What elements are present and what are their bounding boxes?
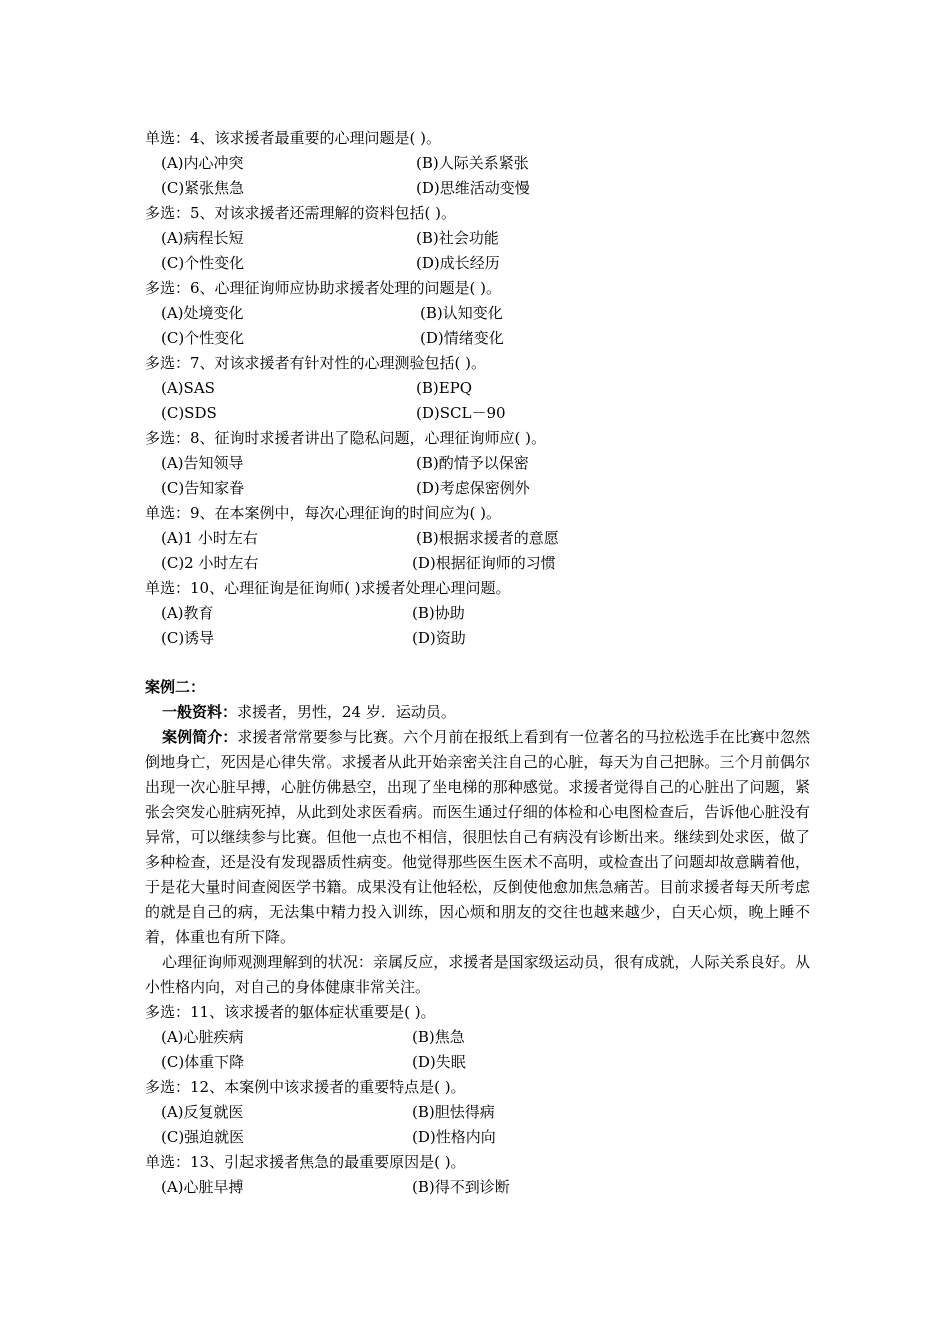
case-two-section — [145, 675, 810, 1000]
option-d: (D)情绪变化 — [420, 329, 504, 347]
option-b: (B)人际关系紧张 — [416, 154, 529, 172]
question-7 — [145, 351, 810, 426]
question-5 — [145, 201, 810, 276]
option-a: (A)心脏早搏 — [161, 1178, 244, 1196]
option-row — [145, 451, 810, 476]
option-c: (C)强迫就医 — [161, 1128, 245, 1146]
question-11 — [145, 1000, 810, 1075]
case-intro-label: 案例简介： — [162, 728, 238, 746]
option-row — [145, 176, 810, 201]
question-stem: 单选：10、心理征询是征询师( )求援者处理心理问题。 — [145, 579, 511, 597]
option-b: (B)EPQ — [416, 379, 473, 397]
option-d: (D)SCL－90 — [416, 404, 506, 422]
document-page — [145, 126, 810, 1200]
option-b: (B)酌情予以保密 — [416, 454, 529, 472]
option-c: (C)紧张焦急 — [161, 179, 245, 197]
option-c: (C)体重下降 — [161, 1053, 245, 1071]
option-b: (B)根据求援者的意愿 — [416, 529, 559, 547]
option-row — [145, 1125, 810, 1150]
question-stem: 单选：13、引起求援者焦急的最重要原因是( )。 — [145, 1153, 466, 1171]
question-stem: 单选：4、该求援者最重要的心理问题是( )。 — [145, 129, 442, 147]
option-c: (C)个性变化 — [161, 329, 245, 347]
option-d: (D)考虑保密例外 — [416, 479, 530, 497]
option-b: (B)认知变化 — [420, 304, 503, 322]
general-info-text: 求援者，男性，24 岁．运动员。 — [237, 703, 456, 721]
question-9 — [145, 501, 810, 576]
case-heading: 案例二： — [145, 678, 206, 696]
option-d: (D)成长经历 — [416, 254, 500, 272]
option-a: (A)1 小时左右 — [161, 529, 258, 547]
option-row — [145, 376, 810, 401]
option-b: (B)社会功能 — [416, 229, 499, 247]
option-row — [145, 1025, 810, 1050]
option-row — [145, 326, 810, 351]
question-4 — [145, 126, 810, 201]
option-row — [145, 251, 810, 276]
question-13 — [145, 1150, 810, 1200]
option-a: (A)心脏疾病 — [161, 1028, 244, 1046]
question-12 — [145, 1075, 810, 1150]
question-stem: 多选：8、征询时求援者讲出了隐私问题，心理征询师应( )。 — [145, 429, 547, 447]
option-c: (C)告知家眷 — [161, 479, 245, 497]
question-8 — [145, 426, 810, 501]
question-stem: 多选：5、对该求援者还需理解的资料包括( )。 — [145, 204, 457, 222]
section-gap — [145, 651, 810, 675]
questions-part2 — [145, 1000, 810, 1200]
option-d: (D)失眠 — [412, 1053, 466, 1071]
question-stem: 多选：11、该求援者的躯体症状重要是( )。 — [145, 1003, 436, 1021]
option-a: (A)告知领导 — [161, 454, 244, 472]
option-c: (C)个性变化 — [161, 254, 245, 272]
option-row — [145, 601, 810, 626]
option-row — [145, 1050, 810, 1075]
option-c: (C)2 小时左右 — [161, 554, 259, 572]
option-row — [145, 626, 810, 651]
case-intro-paragraph — [145, 725, 810, 950]
option-a: (A)SAS — [161, 379, 215, 397]
option-a: (A)反复就医 — [161, 1103, 244, 1121]
case-intro-text: 求援者常常要参与比赛。六个月前在报纸上看到有一位著名的马拉松选手在比赛中忽然倒地身亡，死因是心律失常。求援者从此开始亲密关注自己的心脏，每天为自己把脉。三个月前偶尔出现一次心脏早搏，心脏仿佛悬空，出现了坐电梯的那种感觉。求援者觉得自己的心脏出了问题，紧张会突发心脏病死掉，从此到处求医看病。而医生通过仔细的体检和心电图检查后，告诉他心脏没有异常，可以继续参与比赛。但他一点也不相信，很胆怯自己有病没有诊断出来。继续到处求医，做了多种检查，还是没有发现器质性病变。他觉得那些医生医术不高明，或检查出了问题却故意瞒着他，于是花大量时间查阅医学书籍。成果没有让他轻松，反倒使他愈加焦急痛苦。目前求援者每天所考虑的就是自己的病，无法集中精力投入训练，因心烦和朋友的交往也越来越少，白天心烦，晚上睡不着，体重也有所下降。 — [145, 728, 810, 946]
option-row — [145, 526, 810, 551]
option-a: (A)处境变化 — [161, 304, 244, 322]
question-stem: 多选：7、对该求援者有针对性的心理测验包括( )。 — [145, 354, 487, 372]
option-d: (D)资助 — [412, 629, 466, 647]
option-d: (D)根据征询师的习惯 — [412, 554, 556, 572]
option-b: (B)得不到诊断 — [412, 1178, 510, 1196]
question-stem: 多选：6、心理征询师应协助求援者处理的问题是( )。 — [145, 279, 502, 297]
question-stem: 多选：12、本案例中该求援者的重要特点是( )。 — [145, 1078, 466, 1096]
option-a: (A)病程长短 — [161, 229, 244, 247]
option-row — [145, 401, 810, 426]
option-b: (B)焦急 — [412, 1028, 465, 1046]
option-c: (C)SDS — [161, 404, 217, 422]
option-row — [145, 301, 810, 326]
general-info-label: 一般资料： — [162, 703, 238, 721]
option-d: (D)性格内向 — [412, 1128, 496, 1146]
option-d: (D)思维活动变慢 — [416, 179, 530, 197]
question-10 — [145, 576, 810, 651]
questions-part1 — [145, 126, 810, 651]
option-a: (A)内心冲突 — [161, 154, 244, 172]
option-c: (C)诱导 — [161, 629, 215, 647]
option-b: (B)胆怯得病 — [412, 1103, 495, 1121]
option-row — [145, 1175, 810, 1200]
option-row — [145, 476, 810, 501]
question-stem: 单选：9、在本案例中，每次心理征询的时间应为( )。 — [145, 504, 502, 522]
option-row — [145, 1100, 810, 1125]
option-a: (A)教育 — [161, 604, 214, 622]
general-info-paragraph — [145, 700, 810, 725]
option-row — [145, 551, 810, 576]
option-row — [145, 226, 810, 251]
option-b: (B)协助 — [412, 604, 465, 622]
observation-paragraph: 心理征询师观测理解到的状况：亲属反应，求援者是国家级运动员，很有成就，人际关系良好。从小性格内向，对自己的身体健康非常关注。 — [145, 953, 810, 996]
option-row — [145, 151, 810, 176]
question-6 — [145, 276, 810, 351]
